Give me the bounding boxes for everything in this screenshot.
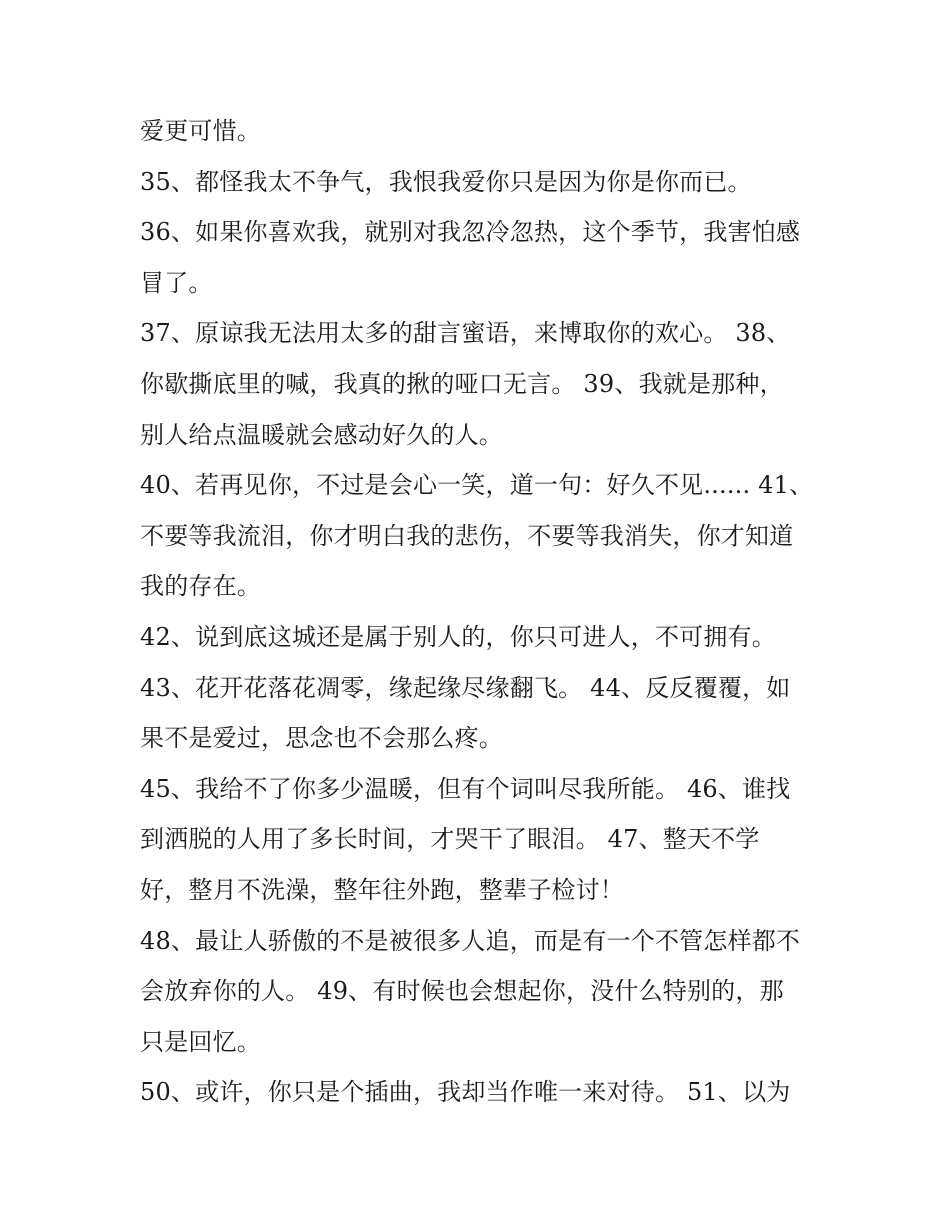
text-line: 爱更可惜。 xyxy=(140,117,261,145)
text-line: 我的存在。 xyxy=(140,572,261,601)
text-line: 到洒脱的人用了多长时间，才哭干了眼泪。 47、整天不学 xyxy=(140,825,760,854)
text-line: 只是回忆。 xyxy=(140,1027,261,1056)
text-line: 不要等我流泪，你才明白我的悲伤，不要等我消失，你才知道 xyxy=(140,521,794,550)
text-line: 你歇撕底里的喊，我真的揪的哑口无言。 39、我就是那种， xyxy=(140,369,784,398)
text-line: 会放弃你的人。 49、有时候也会想起你，没什么特别的，那 xyxy=(140,977,784,1006)
text-line: 好，整月不洗澡，整年往外跑，整辈子检讨！ xyxy=(140,875,624,904)
text-line: 35、都怪我太不争气，我恨我爱你只是因为你是你而已。 xyxy=(140,167,752,196)
text-line: 43、花开花落花凋零，缘起缘尽缘翻飞。 44、反反覆覆，如 xyxy=(140,673,791,702)
text-line: 48、最让人骄傲的不是被很多人追，而是有一个不管怎样都不 xyxy=(140,926,801,955)
body-text xyxy=(140,106,830,1118)
text-line: 40、若再见你，不过是会心一笑，道一句：好久不见...... 41、 xyxy=(140,471,814,500)
text-line: 果不是爱过，思念也不会那么疼。 xyxy=(140,724,503,753)
text-line: 36、如果你喜欢我，就别对我忽冷忽热，这个季节，我害怕感 xyxy=(140,218,801,247)
text-line: 42、说到底这城还是属于别人的，你只可进人，不可拥有。 xyxy=(140,622,776,651)
text-line: 冒了。 xyxy=(140,268,213,297)
text-line: 37、原谅我无法用太多的甜言蜜语，来博取你的欢心。 38、 xyxy=(140,319,791,348)
text-line: 45、我给不了你多少温暖，但有个词叫尽我所能。 46、谁找 xyxy=(140,774,791,803)
text-line: 别人给点温暖就会感动好久的人。 xyxy=(140,420,503,449)
text-line: 50、或许，你只是个插曲，我却当作唯一来对待。 51、以为 xyxy=(140,1078,791,1107)
